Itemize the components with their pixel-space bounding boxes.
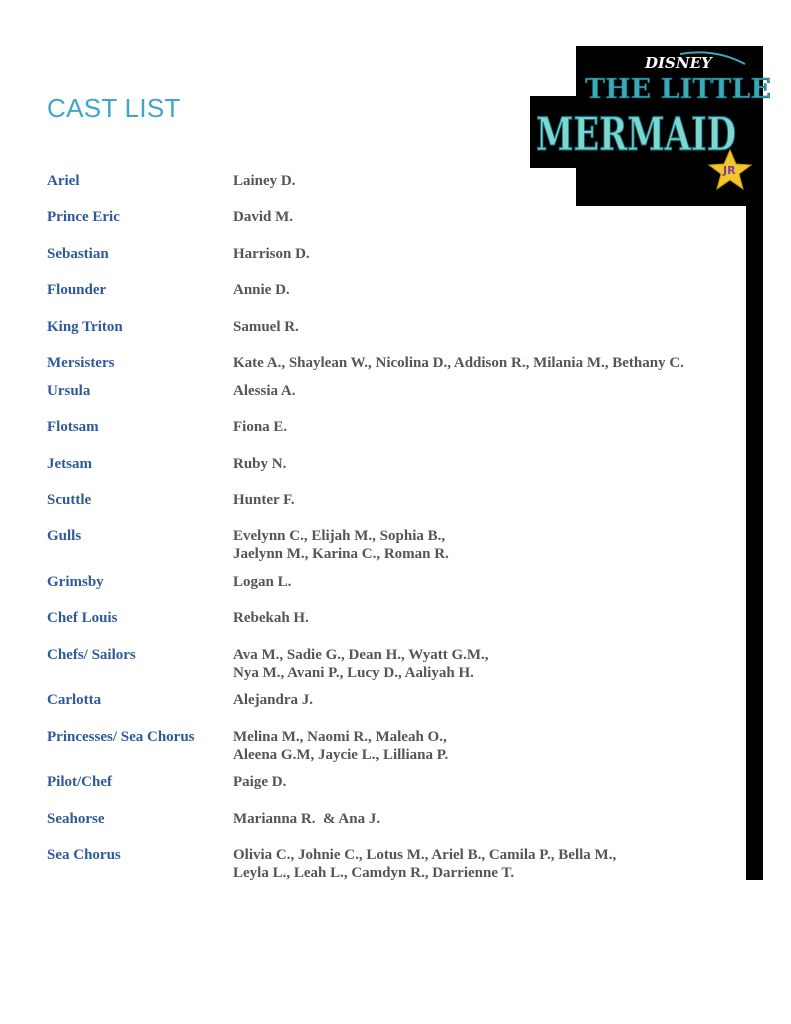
actor-names: Samuel R.	[233, 319, 299, 335]
role-name: Flounder	[47, 282, 107, 298]
role-name: Sea Chorus	[47, 847, 121, 863]
actor-names: Alessia A.	[233, 383, 296, 399]
role-name: King Triton	[47, 319, 123, 335]
actor-names: Alejandra J.	[233, 692, 313, 708]
role-name: Princesses/ Sea Chorus	[47, 729, 195, 745]
actor-names: Olivia C., Johnie C., Lotus M., Ariel B., Camila P., Bella M., Leyla L., Leah L., Camdyn R., Darrienne T.	[233, 847, 617, 881]
little-mermaid-logo	[530, 46, 771, 206]
actor-names: Fiona E.	[233, 419, 288, 435]
actor-names: Harrison D.	[233, 246, 310, 262]
role-name: Pilot/Chef	[47, 774, 112, 790]
side-bar-decoration	[746, 200, 763, 880]
role-name: Grimsby	[47, 574, 104, 590]
actor-names: David M.	[233, 209, 293, 225]
actor-names: Kate A., Shaylean W., Nicolina D., Addison R., Milania M., Bethany C.	[233, 355, 684, 371]
role-name: Gulls	[47, 528, 82, 544]
actor-names: Annie D.	[233, 282, 290, 298]
role-name: Seahorse	[47, 811, 105, 827]
actor-names: Ruby N.	[233, 456, 287, 472]
role-name: Ariel	[47, 173, 80, 189]
role-name: Flotsam	[47, 419, 99, 435]
role-name: Chefs/ Sailors	[47, 647, 136, 663]
page-title: CAST LIST	[47, 93, 181, 123]
logo-line2: MERMAID	[536, 107, 736, 161]
actor-names: Melina M., Naomi R., Maleah O., Aleena G.M, Jaycie L., Lilliana P.	[233, 729, 449, 763]
logo-line1: THE LITTLE	[585, 74, 771, 105]
role-name: Jetsam	[47, 456, 92, 472]
role-name: Ursula	[47, 383, 91, 399]
role-name: Sebastian	[47, 246, 109, 262]
role-name: Carlotta	[47, 692, 102, 708]
actor-names: Logan L.	[233, 574, 292, 590]
actor-names: Evelynn C., Elijah M., Sophia B., Jaelynn M., Karina C., Roman R.	[233, 528, 449, 562]
actor-names: Marianna R. & Ana J.	[233, 811, 381, 827]
actor-names: Hunter F.	[233, 492, 295, 508]
role-name: Mersisters	[47, 355, 115, 371]
actor-names: Ava M., Sadie G., Dean H., Wyatt G.M., Nya M., Avani P., Lucy D., Aaliyah H.	[233, 647, 489, 681]
actor-names: Paige D.	[233, 774, 287, 790]
logo-brand: DISNEY	[645, 54, 712, 72]
actor-names: Rebekah H.	[233, 610, 309, 626]
role-name: Scuttle	[47, 492, 92, 508]
role-name: Prince Eric	[47, 209, 120, 225]
logo-badge: JR	[723, 164, 736, 177]
role-name: Chef Louis	[47, 610, 118, 626]
actor-names: Lainey D.	[233, 173, 296, 189]
